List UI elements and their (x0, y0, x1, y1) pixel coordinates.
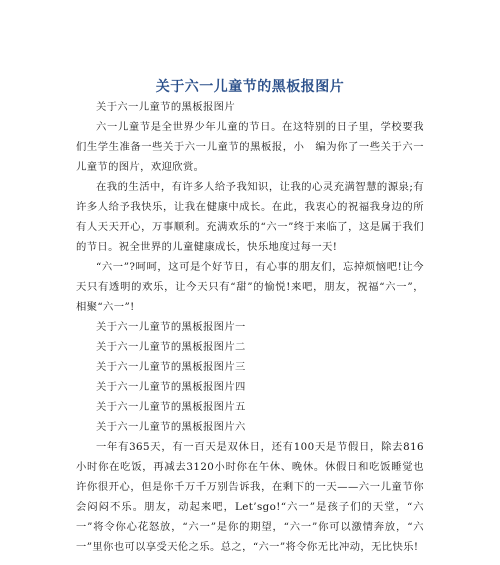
document-body (76, 97, 424, 557)
list-item: 关于六一儿童节的黑板报图片五 (96, 401, 246, 413)
paragraph-blessing: 在我的生活中，有许多人给予我知识，让我的心灵充满智慧的源泉;有许多人给予我快乐，让我在健康中成长。在此，我衷心的祝福我身边的所有人天天开心，万事顺利。充满欢乐的“六一”终于来临了，这是属于我们的节日。祝全世界的儿童健康成长，快乐地度过每一天! (76, 181, 424, 253)
list-item: 关于六一儿童节的黑板报图片三 (96, 361, 246, 373)
document-title: 关于六一儿童节的黑板报图片 (155, 79, 345, 95)
paragraph-celebrate: “六一”?呵呵，这可是个好节日，有心事的朋友们，忘掉烦恼吧!让今天只有透明的欢乐，让今天只有“甜”的愉悦!来吧，朋友，祝福“六一”，相聚“六一”! (76, 261, 424, 313)
list-item: 关于六一儿童节的黑板报图片六 (96, 421, 246, 433)
paragraph-closing: 一年有365天，有一百天是双休日，还有100天是节假日，除去816小时你在吃饭，再减去3120小时你在午休、晚休。休假日和吃饭睡觉也许你很开心，但是你千万千万别告诉我，在剩下的一天——六一儿童节你会闷闷不乐。朋友，动起来吧，Let’sgo!“六一”是孩子们的天堂，“六一”将令你心花怒放，“六一”是你的期望，“六一”你可以激情奔放，“六一”里你也可以享受天伦之乐。总之，“六一”将令你无比冲动，无比快乐! (76, 441, 424, 553)
list-item: 关于六一儿童节的黑板报图片一 (96, 321, 246, 333)
paragraph-intro: 六一儿童节是全世界少年儿童的节日。在这特别的日子里，学校要我们生学生准备一些关于六一儿童节的黑板报，小 编为你了一些关于六一儿童节的图片，欢迎欣赏。 (76, 121, 424, 173)
list-item: 关于六一儿童节的黑板报图片四 (96, 381, 246, 393)
list-item: 关于六一儿童节的黑板报图片二 (96, 341, 246, 353)
subheading: 关于六一儿童节的黑板报图片 (96, 101, 236, 113)
